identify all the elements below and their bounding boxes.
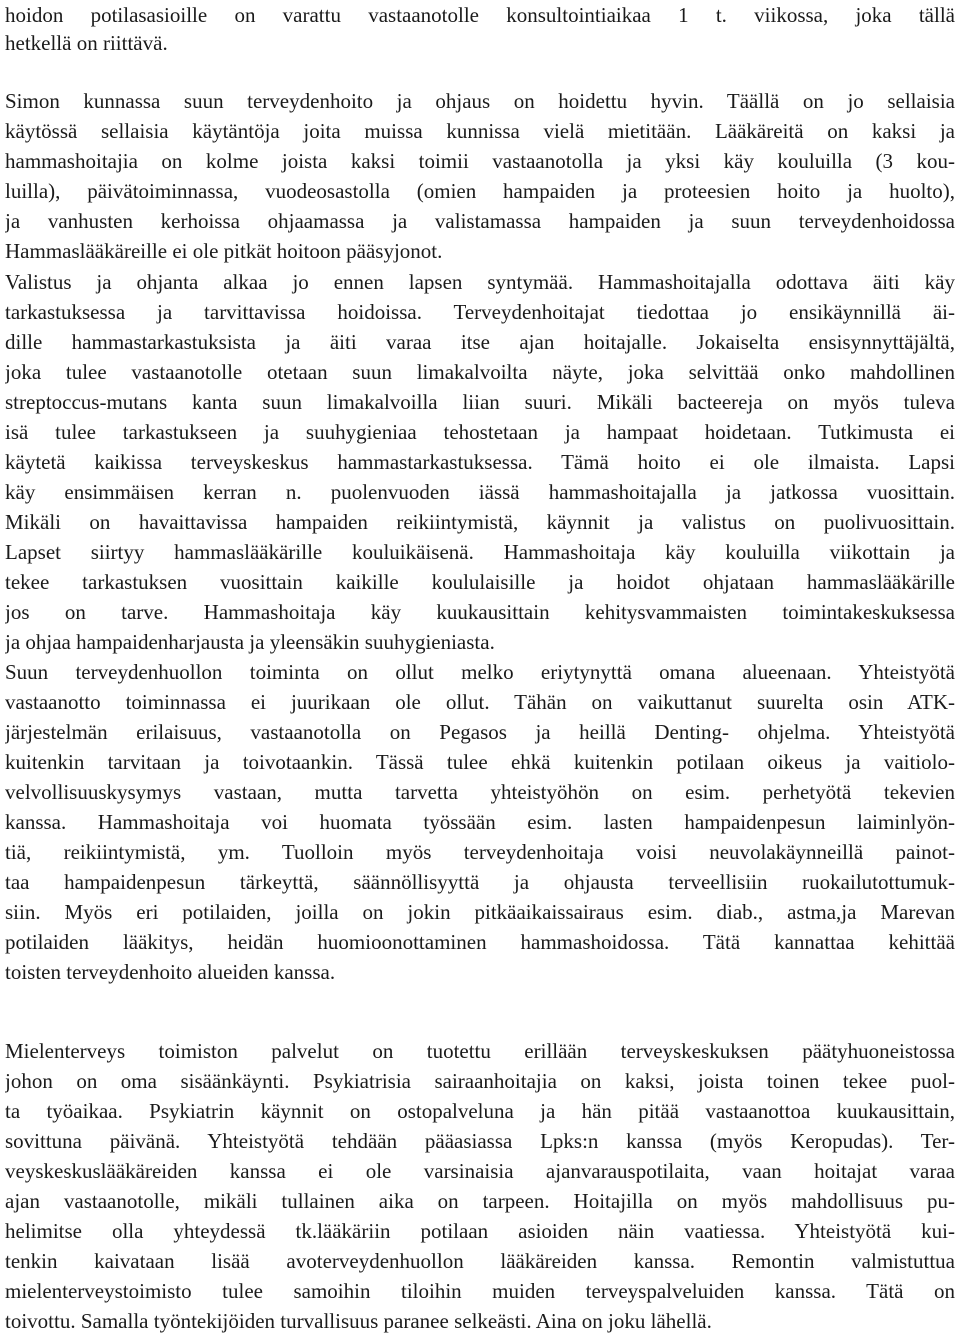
text-line: vastaanotto toiminnassa ei juurikaan ole ollut. Tähän on vaikuttanut suurelta osin ATK- <box>5 690 955 714</box>
text-line: sovittuna päivänä. Yhteistyötä tehdään pääasiassa Lpks:n kanssa (myös Keropudas). Ter- <box>5 1129 955 1153</box>
text-line: velvollisuuskysymys vastaan, mutta tarvetta yhteistyöhön on esim. perhetyötä tekevien <box>5 780 955 804</box>
text-line: Mielenterveys toimiston palvelut on tuotettu erillään terveyskeskuksen päätyhuoneistossa <box>5 1039 955 1063</box>
text-line: järjestelmän erilaisuus, vastaanotolla on Pegasos ja heillä Denting- ohjelma. Yhteistyötä <box>5 720 955 744</box>
text-line: hammashoitajia on kolme joista kaksi toimii vastaanotolla ja yksi käy kouluilla (3 kou- <box>5 149 955 173</box>
text-line: Valistus ja ohjanta alkaa jo ennen lapsen syntymää. Hammashoitajalla odottava äiti käy <box>5 270 955 294</box>
text-line: dille hammastarkastuksista ja äiti varaa itse ajan hoitajalle. Jokaiselta ensisynnyttäjältä, <box>5 330 955 354</box>
text-line: taa hampaidenpesun tärkeyttä, säännöllisyyttä ja ohjausta terveellisiin ruokailutottumuk- <box>5 870 955 894</box>
text-line: mielenterveystoimisto tulee samoihin tiloihin muiden terveyspalveluiden kanssa. Tätä on <box>5 1279 955 1303</box>
text-line: siin. Myös eri potilaiden, joilla on jokin pitkäaikaissairaus esim. diab., astma,ja Marevan <box>5 900 955 924</box>
text-line: Hammaslääkäreille ei ole pitkät hoitoon pääsyjonot. <box>5 239 443 263</box>
text-line: jos on tarve. Hammashoitaja käy kuukausittain kehitysvammaisten toimintakeskuksessa <box>5 600 955 624</box>
text-line: kuitenkin tarvitaan ja toivotaankin. Tässä tulee ehkä kuitenkin potilaan oikeus ja vaitiolo- <box>5 750 955 774</box>
text-line: veyskeskuslääkäreiden kanssa ei ole varsinaisia ajanvarauspotilaita, vaan hoitajat varaa <box>5 1159 955 1183</box>
text-line: johon on oma sisäänkäynti. Psykiatrisia sairaanhoitajia on kaksi, joista toinen tekee puol- <box>5 1069 955 1093</box>
text-line: streptoccus-mutans kanta suun limakalvoilla liian suuri. Mikäli bacteereja on myös tuleva <box>5 390 955 414</box>
text-line: kanssa. Hammashoitaja voi huomata työssään esim. lasten hampaidenpesun laiminlyön- <box>5 810 955 834</box>
text-line: Mikäli on havaittavissa hampaiden reikiintymistä, käynnit ja valistus on puolivuosittain. <box>5 510 955 534</box>
text-line: toisten terveydenhoito alueiden kanssa. <box>5 960 336 984</box>
text-line: käytössä sellaisia käytäntöja joita muissa kunnissa vielä mietitään. Lääkäreitä on kaksi ja <box>5 119 955 143</box>
text-line: helimitse olla yhteydessä tk.lääkäriin potilaan asioiden näin vaatiessa. Yhteistyötä kui- <box>5 1219 955 1243</box>
text-line: käytetä kaikissa terveyskeskus hammastarkastuksessa. Tämä hoito ei ole ilmaista. Lapsi <box>5 450 955 474</box>
text-line: Lapset siirtyy hammaslääkärille kouluikäisenä. Hammashoitaja käy kouluilla viikottain ja <box>5 540 955 564</box>
text-line: tarkastuksessa ja tarvittavissa hoidoissa. Terveydenhoitajat tiedottaa jo ensikäynnillä äi- <box>5 300 955 324</box>
text-line: hetkellä on riittävä. <box>5 31 168 55</box>
text-line: joka tulee vastaanotolle otetaan suun limakalvoilta näyte, joka selvittää onko mahdollinen <box>5 360 955 384</box>
text-line: Suun terveydenhuollon toiminta on ollut melko eriytynyttä omana alueenaan. Yhteistyötä <box>5 660 955 684</box>
text-line: Simon kunnassa suun terveydenhoito ja ohjaus on hoidettu hyvin. Täällä on jo sellaisia <box>5 89 955 113</box>
text-line: ajan vastaanotolle, mikäli tullainen aika on tarpeen. Hoitajilla on myös mahdollisuus pu- <box>5 1189 955 1213</box>
text-line: toivottu. Samalla työntekijöiden turvallisuus paranee selkeästi. Aina on joku lähellä. <box>5 1309 712 1333</box>
text-line: ja ohjaa hampaidenharjausta ja yleensäkin suuhygieniasta. <box>5 630 495 654</box>
text-line: tenkin kaivataan lisää avoterveydenhuollon lääkäreiden kanssa. Remontin valmistuttua <box>5 1249 955 1273</box>
text-line: ja vanhusten kerhoissa ohjaamassa ja valistamassa hampaiden ja suun terveydenhoidossa <box>5 209 955 233</box>
text-line: potilaiden lääkitys, heidän huomioonottaminen hammashoidossa. Tätä kannattaa kehittää <box>5 930 955 954</box>
text-line: isä tulee tarkastukseen ja suuhygieniaa tehostetaan ja hampaat hoidetaan. Tutkimusta ei <box>5 420 955 444</box>
text-line: tekee tarkastuksen vuosittain kaikille koululaisille ja hoidot ohjataan hammaslääkärille <box>5 570 955 594</box>
text-line: tiä, reikiintymistä, ym. Tuolloin myös terveydenhoitaja voisi neuvolakäynneillä painot- <box>5 840 955 864</box>
text-line: luilla), päivätoiminnassa, vuodeosastolla (omien hampaiden ja proteesien hoito ja huolto), <box>5 179 955 203</box>
text-line: käy ensimmäisen kerran n. puolenvuoden iässä hammashoitajalla ja jatkossa vuosittain. <box>5 480 955 504</box>
text-line: ta työaikaa. Psykiatrin käynnit on ostopalveluna ja hän pitää vastaanottoa kuukausittain, <box>5 1099 955 1123</box>
text-line: hoidon potilasasioille on varattu vastaanotolle konsultointiaikaa 1 t. viikossa, joka tällä <box>5 3 955 27</box>
